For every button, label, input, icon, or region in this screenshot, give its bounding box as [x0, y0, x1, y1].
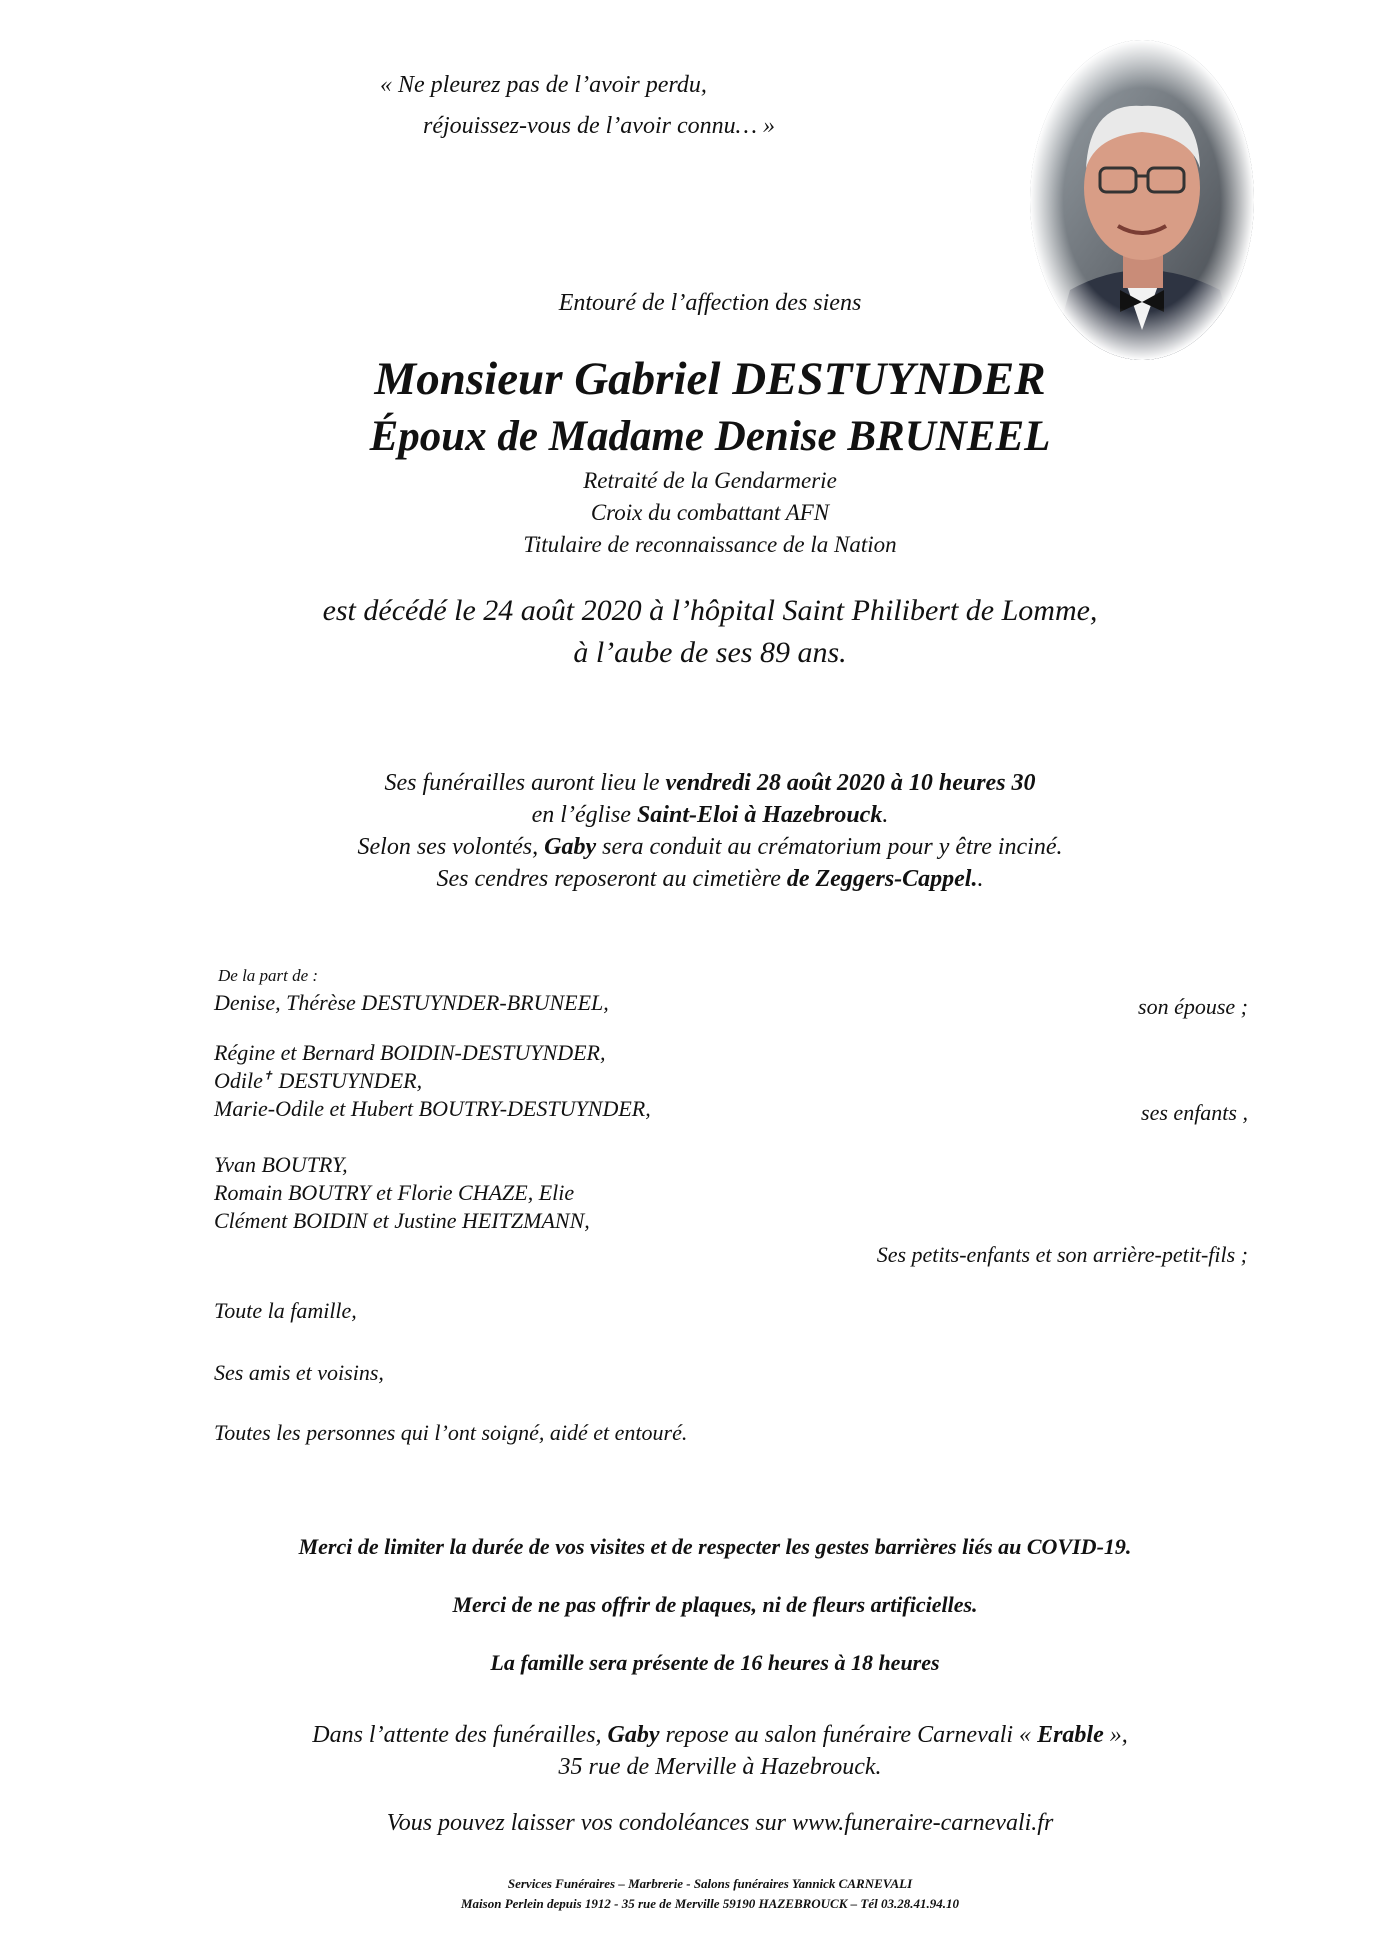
honor-line-3: Titulaire de reconnaissance de la Nation — [523, 532, 897, 557]
child-line-2: Odile✝ DESTUYNDER, — [214, 1068, 423, 1093]
child-line-3: Marie-Odile et Hubert BOUTRY-DESTUYNDER, — [214, 1096, 651, 1121]
death-line-2: à l’aube de ses 89 ans. — [573, 636, 847, 669]
quote-line-2: réjouissez-vous de l’avoir connu… » — [423, 113, 775, 139]
notice-presence: La famille sera présente de 16 heures à 18 heures — [490, 1650, 940, 1675]
funeral-line-2: en l’église Saint-Eloi à Hazebrouck. — [531, 802, 889, 828]
notice-flowers: Merci de ne pas offrir de plaques, ni de fleurs artificielles. — [452, 1592, 978, 1617]
intro-line: Entouré de l’affection des siens — [558, 290, 862, 316]
funeral-line-1: Ses funérailles auront lieu le vendredi 28 août 2020 à 10 heures 30 — [384, 770, 1036, 796]
quote-line-1: « Ne pleurez pas de l’avoir perdu, — [380, 72, 707, 98]
friends-line: Ses amis et voisins, — [214, 1360, 384, 1385]
grandchild-line-3: Clément BOIDIN et Justine HEITZMANN, — [214, 1208, 590, 1233]
wife-line: Denise, Thérèse DESTUYNDER-BRUNEEL, — [214, 990, 609, 1015]
from-label: De la part de : — [218, 966, 319, 985]
carers-line: Toutes les personnes qui l’ont soigné, aidé et entouré. — [214, 1420, 688, 1445]
visit-line-2: 35 rue de Merville à Hazebrouck. — [558, 1754, 882, 1780]
death-line-1: est décédé le 24 août 2020 à l’hôpital Saint Philibert de Lomme, — [322, 594, 1098, 627]
grandchild-line-1: Yvan BOUTRY, — [214, 1152, 348, 1177]
funeral-line-4: Ses cendres reposeront au cimetière de Zeggers-Cappel.. — [436, 866, 984, 892]
funeral-line-3: Selon ses volontés, Gaby sera conduit au crématorium pour y être inciné. — [357, 834, 1063, 860]
notice-covid: Merci de limiter la durée de vos visites et de respecter les gestes barrières liés au COVID-19. — [298, 1534, 1132, 1559]
deceased-cross-icon: ✝ — [262, 1068, 273, 1083]
visit-line-1: Dans l’attente des funérailles, Gaby repose au salon funéraire Carnevali « Erable », — [312, 1722, 1128, 1748]
condolences-line: Vous pouvez laisser vos condoléances sur www.funeraire-carnevali.fr — [386, 1810, 1054, 1836]
children-role: ses enfants , — [1141, 1100, 1248, 1125]
honor-line-1: Retraité de la Gendarmerie — [583, 468, 837, 493]
child-line-1: Régine et Bernard BOIDIN-DESTUYNDER, — [214, 1040, 606, 1065]
all-family-line: Toute la famille, — [214, 1298, 357, 1323]
grandchildren-role: Ses petits-enfants et son arrière-petit-fils ; — [876, 1242, 1248, 1267]
grandchild-line-2: Romain BOUTRY et Florie CHAZE, Elie — [214, 1180, 575, 1205]
footer-line-2: Maison Perlein depuis 1912 - 35 rue de Merville 59190 HAZEBROUCK – Tél 03.28.41.94.10 — [461, 1896, 959, 1911]
wife-role: son épouse ; — [1138, 994, 1248, 1019]
honor-line-2: Croix du combattant AFN — [590, 500, 830, 525]
deceased-name: Monsieur Gabriel DESTUYNDER — [374, 353, 1046, 405]
spouse-line: Époux de Madame Denise BRUNEEL — [369, 413, 1051, 460]
footer-line-1: Services Funéraires – Marbrerie - Salons funéraires Yannick CARNEVALI — [507, 1876, 913, 1891]
